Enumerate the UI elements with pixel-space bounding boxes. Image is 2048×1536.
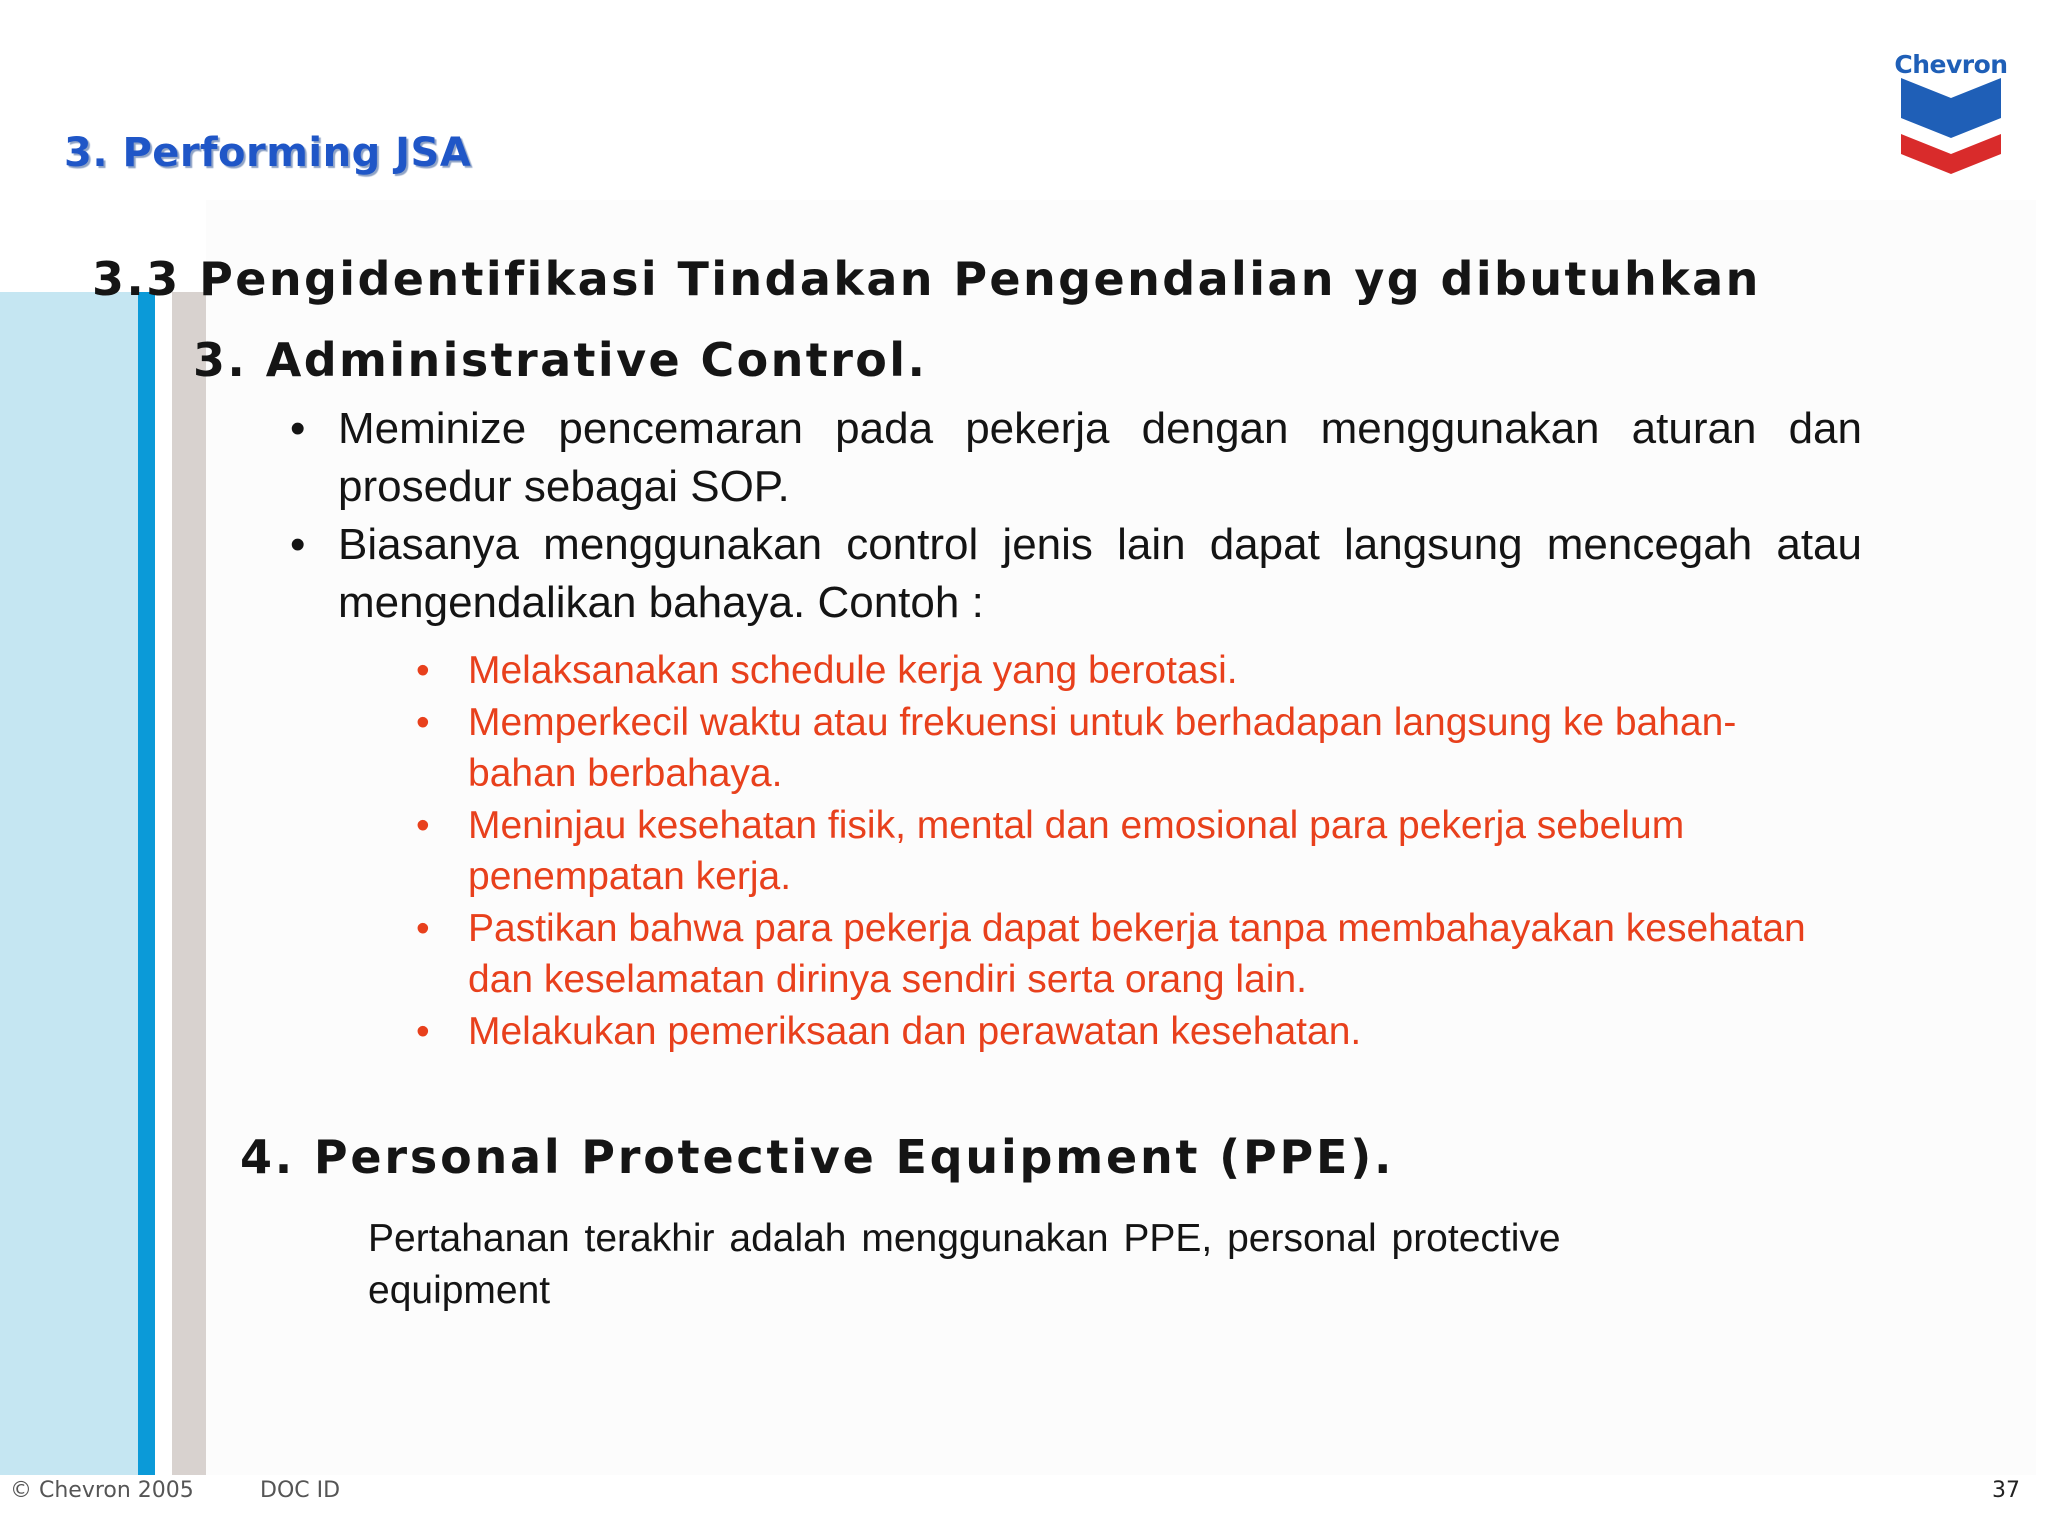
examples-list [412,645,1832,1057]
example-text: Meninjau kesehatan fisik, mental dan emosional para pekerja sebelum penempatan kerja. [468,803,1685,898]
example-text: Melaksanakan schedule kerja yang berotasi. [468,649,1238,692]
section-heading: 3.3 Pengidentifikasi Tindakan Pengendalian yg dibutuhkan [92,252,1761,306]
logo-wordmark: Chevron [1894,50,2008,79]
bullet-icon: • [416,803,430,847]
example-text: Melakukan pemeriksaan dan perawatan kesehatan. [468,1009,1362,1053]
example-item [412,645,1832,697]
example-text: Memperkecil waktu atau frekuensi untuk berhadapan langsung ke bahan-bahan berbahaya. [468,700,1737,795]
list-item [290,516,1862,632]
administrative-control-list [290,400,1862,632]
footer-doc-id: DOC ID [260,1478,341,1503]
example-item [412,697,1832,800]
bullet-icon: • [416,906,430,950]
bullet-icon: • [416,649,430,692]
example-item [412,1006,1832,1058]
chevron-emblem-icon [1901,78,2001,174]
administrative-control-heading: 3. Administrative Control. [193,333,928,387]
list-item-text: Biasanya menggunakan control jenis lain dapat langsung mencegah atau mengendalikan bahaya. Contoh : [338,520,1862,627]
decorative-blue-bar [138,292,155,1475]
decorative-grey-bar [172,292,206,1475]
page-number: 37 [1992,1478,2020,1503]
chevron-logo [1893,50,2009,176]
list-item [290,400,1862,516]
example-text: Pastikan bahwa para pekerja dapat bekerja tanpa membahayakan kesehatan dan keselamatan dirinya sendiri serta orang lain. [468,906,1806,1001]
example-item [412,903,1832,1006]
bullet-icon: • [416,1009,430,1053]
slide-title: 3. Performing JSA [64,130,472,176]
ppe-heading: 4. Personal Protective Equipment (PPE). [240,1130,1395,1184]
ppe-description: Pertahanan terakhir adalah menggunakan PPE, personal protective equipment [368,1217,1561,1312]
bullet-icon: • [290,404,306,453]
decorative-light-blue-panel [0,292,138,1475]
example-item [412,800,1832,903]
bullet-icon: • [416,700,430,744]
list-item-text: Meminize pencemaran pada pekerja dengan menggunakan aturan dan prosedur sebagai SOP. [338,404,1862,511]
bullet-icon: • [290,520,306,569]
footer-copyright: © Chevron 2005 [10,1478,194,1503]
